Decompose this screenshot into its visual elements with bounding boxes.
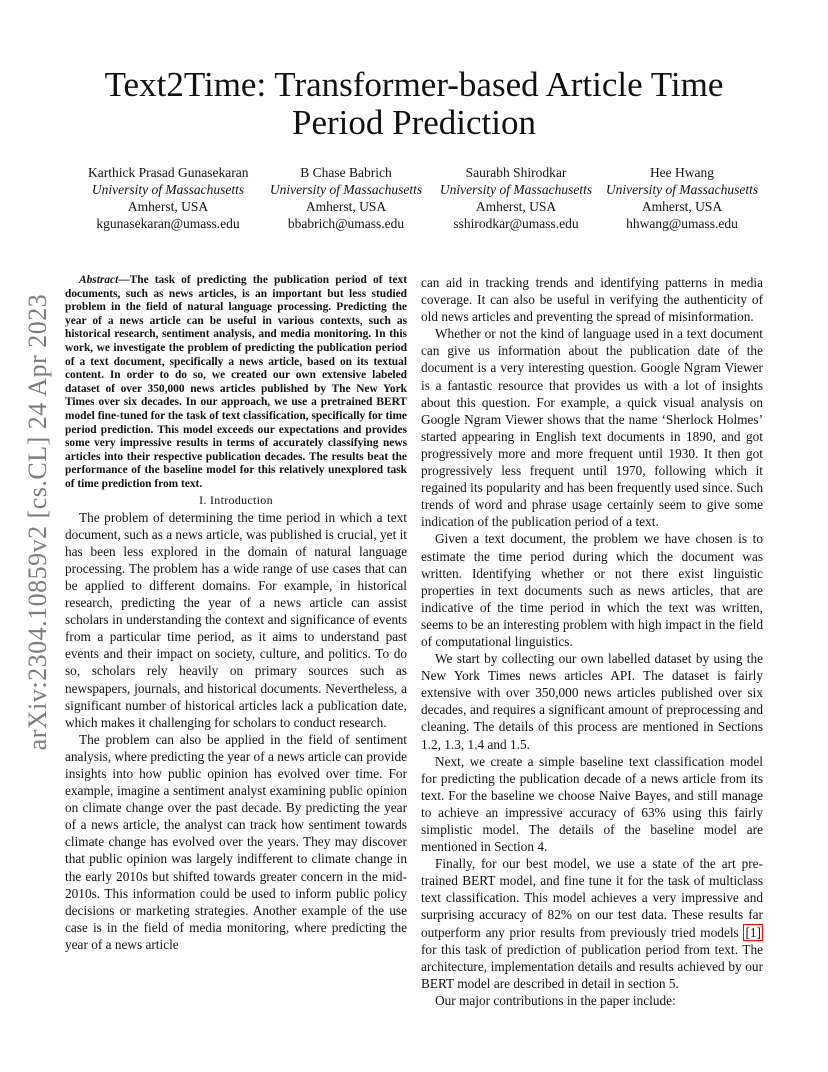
arxiv-identifier: arXiv:2304.10859v2 [cs.CL] 24 Apr 2023 — [23, 293, 52, 751]
author-email[interactable]: sshirodkar@umass.edu — [453, 216, 579, 231]
body-paragraph: The problem can also be applied in the field of sentiment analysis, where predicting the year of a news article can provide insights into how public opinion has evolved over time. For example, imagine a sentiment analyst examining public opinion on climate change over the past decade. By predicting the year of a news article, the analyst can track how sentiment towards climate change has evolved over the years. They may discover that public opinion was largely indifferent to climate change in the early 2010s but shifted towards greater concern in the mid-2010s. This information could be used to inform public policy decisions or marketing strategies. Another example of the use case is in the field of media monitoring, where predicting the year of a news article — [65, 731, 407, 952]
abstract-text: —The task of predicting the publication period of text documents, such as news articles, is an important but less studied problem in the field of natural language processing. Predicting the year of a news article can be useful in various contexts, such as historical research, sentiment analysis, and media monitoring. In this work, we investigate the problem of predicting the publication period of a text document, specifically a news article, based on its textual content. In order to do so, we created our own extensive labeled dataset of over 350,000 news articles published by The New York Times over six decades. In our approach, we use a pretrained BERT model fine-tuned for the task of text classification, specifically for time period prediction. This model exceeds our expectations and provides some very impressive results in terms of accurately classifying news articles into their respective publication decades. The results beat the performance of the baseline model for this relatively unexplored task of time prediction from text. — [65, 274, 407, 490]
citation-link[interactable]: [1] — [745, 924, 761, 940]
author-affiliation: University of Massachusetts — [269, 182, 423, 197]
author-4 — [600, 164, 764, 232]
abstract-label: Abstract — [79, 274, 119, 286]
author-email[interactable]: bbabrich@umass.edu — [287, 216, 405, 231]
body-paragraph — [421, 855, 763, 992]
arxiv-stamp — [20, 287, 56, 757]
author-location: Amherst, USA — [475, 199, 557, 214]
author-email[interactable]: hhwang@umass.edu — [626, 216, 738, 231]
author-name: Saurabh Shirodkar — [465, 165, 567, 180]
paragraph-text: Finally, for our best model, we use a state of the art pre-trained BERT model, and fine tune it for the task of multiclass text classification. This model achieves a very impressive and surprising accuracy of 82% on our test data. These results far outperform any prior results from previously tried models — [421, 856, 763, 940]
body-paragraph: can aid in tracking trends and identifying patterns in media coverage. It can also be useful in verifying the authenticity of old news articles and preventing the spread of misinformation. — [421, 275, 763, 325]
author-location: Amherst, USA — [641, 199, 723, 214]
author-affiliation: University of Massachusetts — [91, 182, 245, 197]
body-paragraph: Whether or not the kind of language used in a text document can give us information about the publication date of the document is a very interesting question. Google Ngram Viewer is a fantastic resource that provides us with a lot of insights about this question. For example, a quick visual analysis on Google Ngram Viewer shows that the name ‘Sherlock Holmes’ started appearing in English text documents in 1890, and got progressively more and more frequent until 1930. It then got progressively less frequent until 1970, following which it regained its popularity and has been frequently used since. Such trends of word and phrase usage certainly seem to give some indication of the publication period of a text. — [421, 326, 763, 530]
paragraph-text: for this task of prediction of publication period from text. The architecture, implementation details and results achieved by our BERT model are described in detail in section 5. — [421, 941, 763, 991]
section-heading-introduction: I. Introduction — [199, 492, 273, 507]
body-paragraph: The problem of determining the time period in which a text document, such as a news article, was published is crucial, yet it has been less explored in the domain of natural language processing. The problem has a wide range of use cases that can be applied to different domains. For example, in historical research, predicting the year of a news article can assist scholars in understanding the context and significance of events from a particular time period, as it aims to understand past events and their impact on society, culture, and politics. To do so, scholars rely heavily on primary sources such as newspapers, journals, and historical documents. Nevertheless, a significant number of historical articles lack a publication date, which makes it challenging for scholars to conduct research. — [65, 509, 407, 730]
paper-title: Text2Time: Transformer-based Article Time Period Prediction — [104, 65, 724, 142]
body-paragraph: Given a text document, the problem we have chosen is to estimate the time period during which the document was written. Identifying whether or not there exist linguistic properties in text documents such as news articles, that are indicative of the time period in which the text was written, seems to be an interesting problem with high impact in the field of computational linguistics. — [421, 531, 763, 649]
author-affiliation: University of Massachusetts — [439, 182, 593, 197]
author-2 — [268, 164, 424, 232]
author-1 — [88, 164, 248, 232]
author-affiliation: University of Massachusetts — [605, 182, 759, 197]
body-paragraph: Our major contributions in the paper include: — [435, 992, 676, 1008]
author-location: Amherst, USA — [305, 199, 387, 214]
author-name: Karthick Prasad Gunasekaran — [88, 165, 249, 180]
left-column — [65, 274, 407, 953]
author-3 — [434, 164, 598, 232]
body-paragraph: We start by collecting our own labelled dataset by using the New York Times news articles API. The dataset is fairly extensive with over 350,000 news articles published over six decades, and requires a significant amount of preprocessing and cleaning. The details of this process are mentioned in Sections 1.2, 1.3, 1.4 and 1.5. — [421, 651, 763, 752]
author-email[interactable]: kgunasekaran@umass.edu — [96, 216, 240, 231]
author-block — [80, 164, 760, 234]
author-location: Amherst, USA — [127, 199, 209, 214]
abstract — [65, 274, 407, 492]
body-paragraph: Next, we create a simple baseline text classification model for predicting the publication decade of a news article from its text. For the baseline we choose Naive Bayes, and still manage to achieve an impressive accuracy of 63% using this fairly simplistic model. The details of the baseline model are mentioned in Section 4. — [421, 753, 763, 855]
author-name: Hee Hwang — [649, 165, 715, 180]
author-name: B Chase Babrich — [300, 165, 392, 180]
right-column — [421, 274, 763, 1009]
